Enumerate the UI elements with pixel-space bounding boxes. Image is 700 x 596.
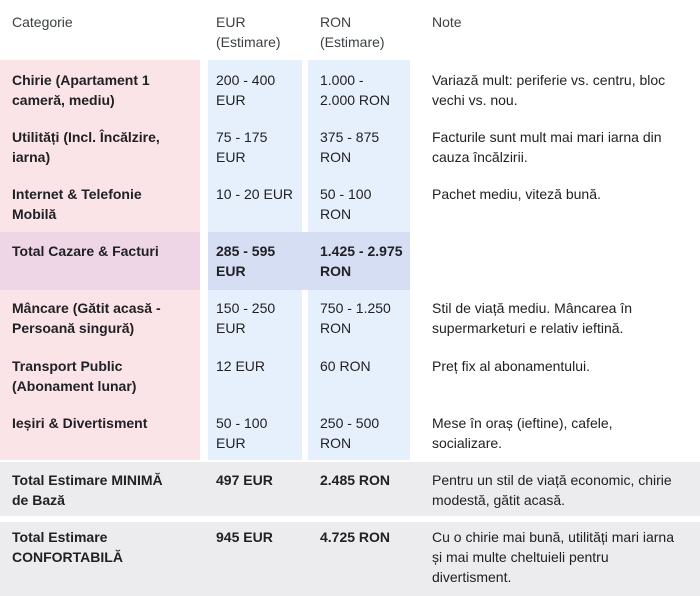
row-6-ron: 250 - 500 RON — [320, 415, 380, 451]
row-0-ron: 1.000 - 2.000 RON — [320, 72, 391, 108]
row-5-eur: 12 EUR — [216, 358, 266, 374]
total-min-note: Pentru un stil de viață economic, chirie modestă, gătit acasă. — [432, 472, 672, 508]
total-min-category: Total Estimare MINIMĂ de Bază — [12, 472, 163, 508]
row-2-eur: 10 - 20 EUR — [216, 186, 294, 202]
row-2-ron: 50 - 100 RON — [320, 186, 372, 222]
header-category: Categorie — [12, 14, 73, 30]
row-1-ron: 375 - 875 RON — [320, 129, 380, 165]
row-2-category: Internet & Telefonie Mobilă — [12, 186, 142, 222]
row-0-note: Variază mult: periferie vs. centru, bloc vechi vs. nou. — [432, 72, 666, 108]
total-min-eur: 497 EUR — [216, 472, 273, 488]
row-0-category: Chirie (Apartament 1 cameră, mediu) — [12, 72, 150, 108]
row-5-ron: 60 RON — [320, 358, 371, 374]
total-comfort-ron: 4.725 RON — [320, 529, 391, 545]
row-2-note: Pachet mediu, viteză bună. — [432, 186, 601, 202]
total-min-ron: 2.485 RON — [320, 472, 391, 488]
row-5-note: Preț fix al abonamentului. — [432, 358, 590, 374]
total-comfort-eur: 945 EUR — [216, 529, 273, 545]
header-ron: RON (Estimare) — [320, 14, 385, 50]
row-6-note: Mese în oraș (ieftine), cafele, socializare. — [432, 415, 613, 451]
row-4-ron: 750 - 1.250 RON — [320, 300, 391, 336]
row-3-category: Total Cazare & Facturi — [12, 243, 159, 259]
row-1-category: Utilități (Incl. Încălzire, iarna) — [12, 129, 160, 165]
row-0-eur: 200 - 400 EUR — [216, 72, 276, 108]
header-eur: EUR (Estimare) — [216, 14, 281, 50]
row-1-note: Facturile sunt mult mai mari iarna din cauza încălzirii. — [432, 129, 662, 165]
row-6-category: Ieșiri & Divertisment — [12, 415, 148, 431]
row-5-category: Transport Public (Abonament lunar) — [12, 358, 137, 394]
row-1-eur: 75 - 175 EUR — [216, 129, 268, 165]
total-comfort-category: Total Estimare CONFORTABILĂ — [12, 529, 123, 565]
row-4-category: Mâncare (Gătit acasă - Persoană singură) — [12, 300, 161, 336]
total-comfort-note: Cu o chirie mai bună, utilități mari iarna și mai multe cheltuieli pentru divertisment. — [432, 529, 674, 585]
row-3-ron: 1.425 - 2.975 RON — [320, 243, 403, 279]
header-note: Note — [432, 14, 462, 30]
row-3-eur: 285 - 595 EUR — [216, 243, 276, 279]
row-4-eur: 150 - 250 EUR — [216, 300, 276, 336]
row-6-eur: 50 - 100 EUR — [216, 415, 268, 451]
row-4-note: Stil de viață mediu. Mâncarea în supermarketuri e relativ ieftină. — [432, 300, 632, 336]
